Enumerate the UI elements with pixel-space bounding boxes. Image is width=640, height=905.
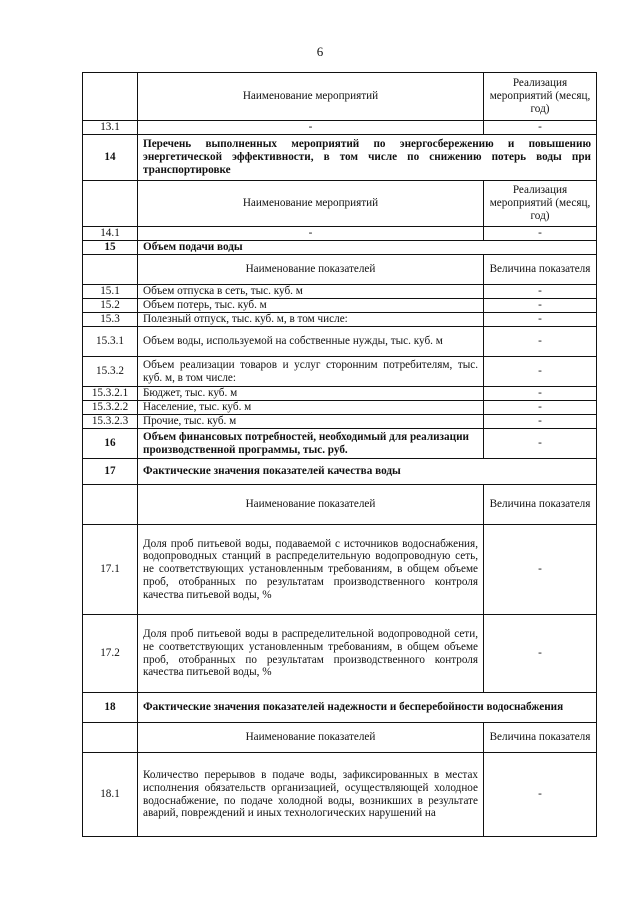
row-number: 15.3.2	[83, 357, 138, 387]
table-row	[83, 121, 597, 135]
row-label: Прочие, тыс. куб. м	[138, 415, 484, 429]
section-number: 14	[83, 135, 138, 181]
section-title: Фактические значения показателей надежности и бесперебойности водоснабжения	[138, 693, 597, 723]
section-row	[83, 241, 597, 255]
section-title: Перечень выполненных мероприятий по энергосбережению и повышению энергетической эффективности, в том числе по снижению потерь воды при транспортировке	[138, 135, 597, 181]
table-row	[83, 227, 597, 241]
row-number: 14.1	[83, 227, 138, 241]
row-value: -	[484, 387, 597, 401]
table-row	[83, 299, 597, 313]
table-header-row	[83, 485, 597, 525]
section-row	[83, 429, 597, 459]
row-number: 15.3	[83, 313, 138, 327]
row-number: 15.1	[83, 285, 138, 299]
table-row	[83, 327, 597, 357]
header-implementation: Реализация мероприятий (месяц, год)	[484, 181, 597, 227]
row-label: Полезный отпуск, тыс. куб. м, в том числе:	[138, 313, 484, 327]
table-row	[83, 525, 597, 615]
header-value: Величина показателя	[484, 255, 597, 285]
row-value: -	[138, 121, 484, 135]
table-header-row	[83, 255, 597, 285]
row-label: Доля проб питьевой воды в распределительной водопроводной сети, не соответствующих установленным требованиям, в общем объеме проб, отобранных по результатам производственного контроля качества питьевой воды, %	[138, 615, 484, 693]
section-number: 17	[83, 459, 138, 485]
row-number: 15.3.1	[83, 327, 138, 357]
row-value: -	[484, 429, 597, 459]
row-value: -	[484, 285, 597, 299]
table-row	[83, 415, 597, 429]
row-value: -	[484, 357, 597, 387]
row-value: -	[484, 615, 597, 693]
table-header-row	[83, 73, 597, 121]
row-value: -	[484, 299, 597, 313]
row-value: -	[484, 327, 597, 357]
row-label: Количество перерывов в подаче воды, зафиксированных в местах исполнения обязательств организацией, осуществляющей холодное водоснабжение, по подаче холодной воды, возникших в результате аварий, повреждений и иных технологических нарушений на	[138, 753, 484, 837]
table-row	[83, 285, 597, 299]
header-value: Величина показателя	[484, 485, 597, 525]
row-label: Объем отпуска в сеть, тыс. куб. м	[138, 285, 484, 299]
row-label: Бюджет, тыс. куб. м	[138, 387, 484, 401]
table-header-row	[83, 723, 597, 753]
header-value: Величина показателя	[484, 723, 597, 753]
section-row	[83, 135, 597, 181]
section-title: Фактические значения показателей качества воды	[138, 459, 597, 485]
row-number: 13.1	[83, 121, 138, 135]
header-indicators: Наименование показателей	[138, 485, 484, 525]
row-label: Доля проб питьевой воды, подаваемой с источников водоснабжения, водопроводных станций в распределительную водопроводную сеть, не соответствующих установленным требованиям, в общем объеме проб, отобранных по результатам производственного контроля качества питьевой воды, %	[138, 525, 484, 615]
row-number: 15.3.2.2	[83, 401, 138, 415]
page-number: 6	[316, 44, 324, 59]
table-row	[83, 313, 597, 327]
section-row	[83, 459, 597, 485]
row-number: 15.3.2.1	[83, 387, 138, 401]
table-row	[83, 753, 597, 837]
header-implementation: Реализация мероприятий (месяц, год)	[484, 73, 597, 121]
row-number: 15.3.2.3	[83, 415, 138, 429]
header-measures: Наименование мероприятий	[138, 73, 484, 121]
row-number: 18.1	[83, 753, 138, 837]
row-number: 15.2	[83, 299, 138, 313]
section-title: Объем подачи воды	[138, 241, 597, 255]
table-row	[83, 615, 597, 693]
table-row	[83, 387, 597, 401]
row-value: -	[138, 227, 484, 241]
row-label: Объем реализации товаров и услуг сторонним потребителям, тыс. куб. м, в том числе:	[138, 357, 484, 387]
table-header-row	[83, 181, 597, 227]
row-number: 17.1	[83, 525, 138, 615]
section-row	[83, 693, 597, 723]
row-label: Объем воды, используемой на собственные нужды, тыс. куб. м	[138, 327, 484, 357]
table-row	[83, 401, 597, 415]
row-value: -	[484, 121, 597, 135]
section-number: 15	[83, 241, 138, 255]
row-value: -	[484, 313, 597, 327]
section-title: Объем финансовых потребностей, необходимый для реализации производственной программы, тыс. руб.	[138, 429, 484, 459]
row-value: -	[484, 227, 597, 241]
row-value: -	[484, 415, 597, 429]
section-number: 18	[83, 693, 138, 723]
section-number: 16	[83, 429, 138, 459]
row-label: Объем потерь, тыс. куб. м	[138, 299, 484, 313]
row-value: -	[484, 753, 597, 837]
row-label: Население, тыс. куб. м	[138, 401, 484, 415]
program-table	[82, 72, 597, 837]
header-measures: Наименование мероприятий	[138, 181, 484, 227]
header-indicators: Наименование показателей	[138, 723, 484, 753]
row-value: -	[484, 401, 597, 415]
table-row	[83, 357, 597, 387]
row-value: -	[484, 525, 597, 615]
header-indicators: Наименование показателей	[138, 255, 484, 285]
row-number: 17.2	[83, 615, 138, 693]
